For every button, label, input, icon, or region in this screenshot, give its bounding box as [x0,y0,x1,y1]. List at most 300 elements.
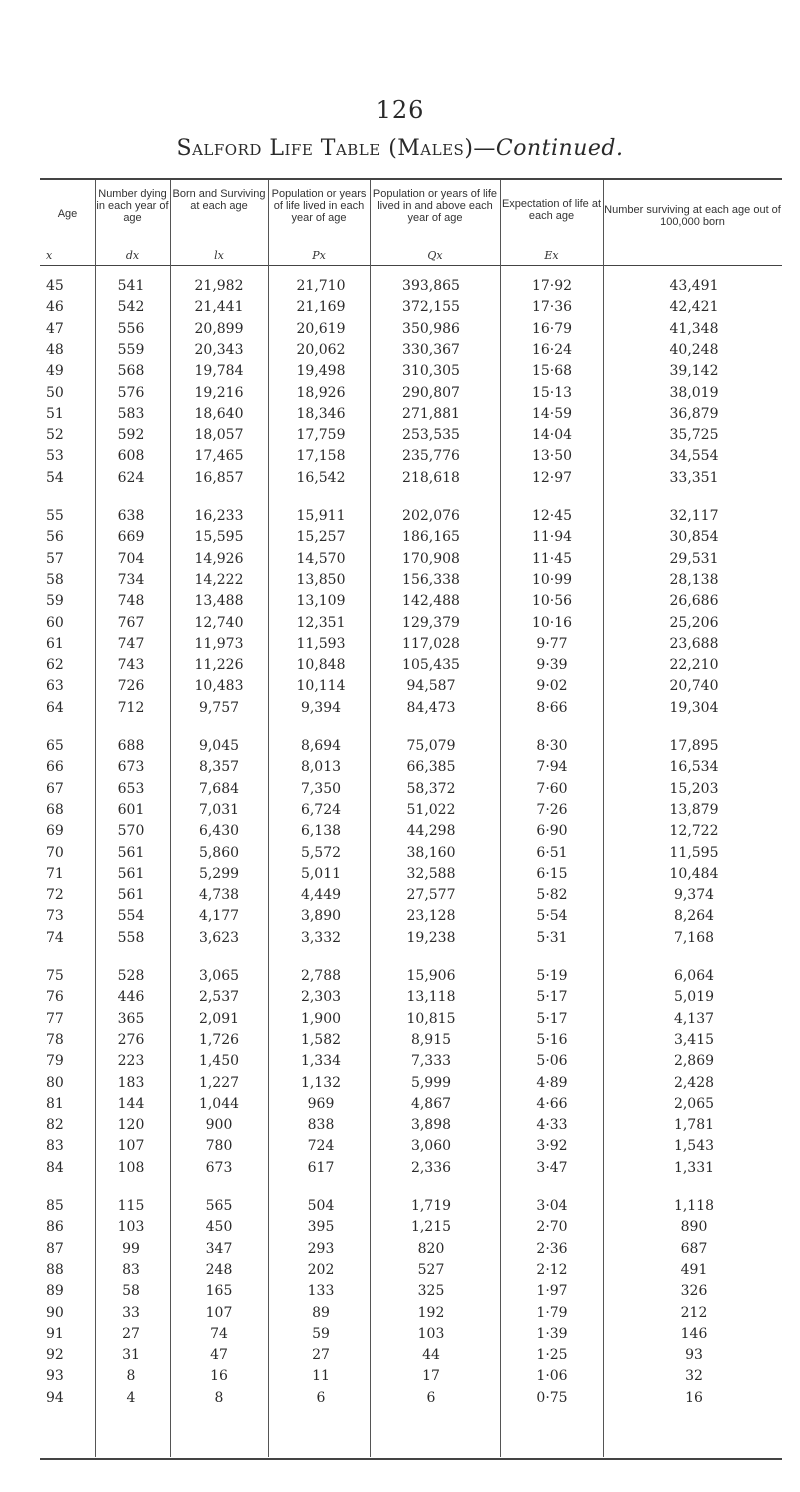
column-divider [170,180,171,1457]
cell-population-qx: 44,298 [406,823,456,840]
cell-population-qx: 218,618 [402,469,460,486]
cell-population-qx: 8,915 [410,1031,452,1048]
cell-survivors-per-100000: 212 [680,1304,708,1321]
cell-survivors-per-100000: 16 [685,1389,703,1406]
cell-age: 65 [46,738,64,754]
cell-deaths: 144 [117,1095,145,1112]
cell-population-qx: 75,079 [406,738,456,754]
cell-population-px: 1,582 [300,1031,342,1048]
cell-age: 49 [46,363,64,380]
cell-age: 46 [46,299,64,316]
cell-survivors-lx: 248 [205,1261,233,1278]
column-header-label: Population or years of life lived in and above each year of age [372,188,498,224]
cell-survivors-lx: 6,430 [198,823,240,840]
cell-deaths: 276 [117,1031,145,1048]
cell-population-px: 20,619 [296,320,346,337]
cell-population-qx: 105,435 [402,657,460,674]
cell-population-qx: 325 [417,1283,445,1300]
cell-population-px: 3,332 [300,929,342,946]
cell-expectation: 3·47 [536,1159,568,1176]
cell-survivors-per-100000: 23,688 [669,635,719,652]
cell-deaths: 747 [117,635,145,652]
cell-age: 57 [46,550,64,567]
cell-age: 66 [46,759,64,776]
cell-age: 70 [46,844,64,861]
cell-population-qx: 372,155 [402,299,460,316]
cell-population-qx: 94,587 [406,678,456,695]
cell-survivors-lx: 14,926 [194,550,244,567]
cell-population-px: 293 [307,1240,335,1257]
cell-population-px: 11 [312,1368,330,1385]
column-divider [500,180,501,1457]
cell-survivors-lx: 19,784 [194,363,244,380]
cell-survivors-per-100000: 146 [680,1325,708,1342]
cell-expectation: 16·79 [531,320,573,337]
cell-expectation: 8·66 [536,699,568,716]
cell-population-qx: 38,160 [406,844,456,861]
cell-survivors-per-100000: 28,138 [669,571,719,588]
cell-age: 94 [46,1389,64,1406]
cell-survivors-per-100000: 32,117 [669,508,719,524]
cell-population-qx: 10,815 [406,1010,456,1027]
cell-survivors-per-100000: 93 [685,1347,703,1364]
cell-age: 88 [46,1261,64,1278]
cell-age: 52 [46,427,64,444]
cell-deaths: 58 [122,1283,140,1300]
cell-deaths: 561 [117,887,145,904]
cell-age: 55 [46,508,64,524]
cell-age: 81 [46,1095,64,1112]
cell-population-px: 11,593 [296,635,346,652]
cell-expectation: 7·60 [536,780,568,797]
cell-deaths: 561 [117,865,145,882]
cell-deaths: 638 [117,508,145,524]
column-symbol: x [46,249,53,262]
cell-survivors-lx: 18,640 [194,405,244,422]
cell-age: 74 [46,929,64,946]
header-rule [40,265,782,266]
cell-survivors-lx: 9,045 [198,738,240,754]
cell-survivors-per-100000: 38,019 [669,384,719,401]
cell-deaths: 528 [117,968,145,984]
cell-survivors-per-100000: 4,137 [673,1010,715,1027]
cell-expectation: 5·06 [536,1053,568,1070]
cell-deaths: 624 [117,469,145,486]
column-header-age [40,182,95,264]
cell-expectation: 2·36 [536,1240,568,1257]
cell-population-qx: 142,488 [402,593,460,610]
cell-deaths: 726 [117,678,145,695]
cell-expectation: 12·45 [531,508,573,524]
cell-survivors-lx: 8,357 [198,759,240,776]
cell-population-qx: 66,385 [406,759,456,776]
cell-expectation: 1·79 [536,1304,568,1321]
cell-survivors-per-100000: 22,210 [669,657,719,674]
cell-expectation: 9·77 [536,635,568,652]
cell-population-qx: 103 [417,1325,445,1342]
cell-population-px: 9,394 [300,699,342,716]
cell-population-qx: 7,333 [410,1053,452,1070]
cell-expectation: 12·97 [531,469,573,486]
cell-age: 64 [46,699,64,716]
cell-expectation: 1·97 [536,1283,568,1300]
cell-population-px: 838 [307,1117,335,1134]
cell-population-px: 27 [312,1347,330,1364]
column-header-label: Population or years of life lived in each year of age [271,188,367,224]
cell-survivors-lx: 4,177 [198,908,240,925]
cell-survivors-lx: 4,738 [198,887,240,904]
cell-survivors-per-100000: 9,374 [673,887,715,904]
cell-deaths: 592 [117,427,145,444]
cell-survivors-lx: 673 [205,1159,233,1176]
cell-expectation: 9·02 [536,678,568,695]
cell-population-px: 5,572 [300,844,342,861]
cell-age: 56 [46,529,64,546]
cell-population-px: 1,334 [300,1053,342,1070]
cell-deaths: 767 [117,614,145,631]
cell-survivors-lx: 1,450 [198,1053,240,1070]
cell-survivors-per-100000: 36,879 [669,405,719,422]
cell-survivors-per-100000: 30,854 [669,529,719,546]
cell-population-qx: 117,028 [402,635,460,652]
cell-survivors-lx: 18,057 [194,427,244,444]
cell-age: 53 [46,448,64,465]
column-header-surv [603,182,782,264]
cell-age: 71 [46,865,64,882]
cell-age: 60 [46,614,64,631]
cell-survivors-per-100000: 43,491 [669,278,719,294]
cell-age: 47 [46,320,64,337]
cell-survivors-lx: 1,227 [198,1074,240,1091]
cell-survivors-per-100000: 12,722 [669,823,719,840]
cell-age: 54 [46,469,64,486]
cell-survivors-per-100000: 16,534 [669,759,719,776]
bottom-rule [40,1458,782,1460]
cell-survivors-per-100000: 26,686 [669,593,719,610]
cell-age: 69 [46,823,64,840]
cell-age: 58 [46,571,64,588]
cell-age: 45 [46,278,64,294]
cell-population-qx: 170,908 [402,550,460,567]
cell-age: 92 [46,1347,64,1364]
cell-age: 91 [46,1325,64,1342]
cell-survivors-lx: 565 [205,1198,233,1214]
cell-survivors-per-100000: 29,531 [669,550,719,567]
title-main: Salford Life Table (Males)— [176,136,496,161]
cell-expectation: 10·99 [531,571,573,588]
cell-expectation: 6·15 [536,865,568,882]
cell-survivors-lx: 14,222 [194,571,244,588]
cell-deaths: 31 [122,1347,140,1364]
cell-population-qx: 5,999 [410,1074,452,1091]
column-header-ex [500,182,603,264]
cell-age: 89 [46,1283,64,1300]
cell-population-qx: 13,118 [406,989,456,1006]
cell-deaths: 83 [122,1261,140,1278]
cell-survivors-lx: 13,488 [194,593,244,610]
cell-expectation: 6·51 [536,844,568,861]
cell-population-px: 21,169 [296,299,346,316]
cell-expectation: 4·33 [536,1117,568,1134]
cell-survivors-per-100000: 35,725 [669,427,719,444]
cell-survivors-per-100000: 39,142 [669,363,719,380]
cell-population-qx: 19,238 [406,929,456,946]
cell-survivors-lx: 21,441 [194,299,244,316]
cell-population-px: 13,850 [296,571,346,588]
cell-population-px: 14,570 [296,550,346,567]
cell-expectation: 2·12 [536,1261,568,1278]
cell-deaths: 743 [117,657,145,674]
cell-survivors-lx: 20,899 [194,320,244,337]
cell-survivors-lx: 21,982 [194,278,244,294]
cell-population-qx: 3,898 [410,1117,452,1134]
column-divider [603,180,604,1457]
cell-population-px: 1,900 [300,1010,342,1027]
cell-expectation: 17·92 [531,278,573,294]
cell-deaths: 669 [117,529,145,546]
column-header-label: Expectation of life at each age [501,198,602,222]
cell-population-qx: 310,305 [402,363,460,380]
cell-population-px: 2,303 [300,989,342,1006]
cell-survivors-lx: 20,343 [194,341,244,358]
cell-population-px: 504 [307,1198,335,1214]
cell-population-qx: 6 [426,1389,436,1406]
cell-population-qx: 271,881 [402,405,460,422]
cell-expectation: 17·36 [531,299,573,316]
cell-deaths: 223 [117,1053,145,1070]
cell-survivors-lx: 5,860 [198,844,240,861]
cell-age: 85 [46,1198,64,1214]
column-divider [370,180,371,1457]
cell-survivors-lx: 17,465 [194,448,244,465]
cell-population-qx: 27,577 [406,887,456,904]
column-header-dx [95,182,170,264]
cell-population-px: 7,350 [300,780,342,797]
cell-population-qx: 1,719 [410,1198,452,1214]
cell-deaths: 103 [117,1219,145,1236]
column-header-px [268,182,370,264]
cell-age: 63 [46,678,64,695]
cell-population-px: 10,848 [296,657,346,674]
cell-expectation: 4·89 [536,1074,568,1091]
cell-expectation: 4·66 [536,1095,568,1112]
cell-survivors-per-100000: 40,248 [669,341,719,358]
cell-population-qx: 192 [417,1304,445,1321]
cell-deaths: 446 [117,989,145,1006]
cell-survivors-lx: 347 [205,1240,233,1257]
cell-age: 51 [46,405,64,422]
cell-expectation: 5·54 [536,908,568,925]
cell-population-px: 12,351 [296,614,346,631]
cell-population-px: 17,759 [296,427,346,444]
cell-deaths: 561 [117,844,145,861]
cell-survivors-lx: 74 [210,1325,228,1342]
column-symbol: Px [312,249,326,262]
cell-survivors-lx: 16 [210,1368,228,1385]
cell-population-qx: 527 [417,1261,445,1278]
cell-age: 93 [46,1368,64,1385]
cell-population-px: 969 [307,1095,335,1112]
cell-deaths: 33 [122,1304,140,1321]
cell-population-px: 2,788 [300,968,342,984]
cell-expectation: 5·16 [536,1031,568,1048]
cell-age: 86 [46,1219,64,1236]
cell-population-px: 4,449 [300,887,342,904]
column-divider [95,180,96,1457]
cell-deaths: 541 [117,278,145,294]
cell-population-qx: 290,807 [402,384,460,401]
cell-population-px: 59 [312,1325,330,1342]
cell-population-qx: 350,986 [402,320,460,337]
cell-age: 59 [46,593,64,610]
cell-survivors-lx: 780 [205,1138,233,1155]
cell-age: 62 [46,657,64,674]
cell-population-px: 19,498 [296,363,346,380]
cell-deaths: 554 [117,908,145,925]
cell-survivors-per-100000: 34,554 [669,448,719,465]
cell-population-qx: 58,372 [406,780,456,797]
cell-survivors-per-100000: 41,348 [669,320,719,337]
cell-expectation: 11·94 [531,529,573,546]
cell-population-px: 6,138 [300,823,342,840]
cell-survivors-per-100000: 326 [680,1283,708,1300]
cell-expectation: 8·30 [536,738,568,754]
cell-age: 48 [46,341,64,358]
cell-deaths: 107 [117,1138,145,1155]
cell-deaths: 568 [117,363,145,380]
cell-population-px: 20,062 [296,341,346,358]
cell-survivors-lx: 8 [214,1389,224,1406]
cell-population-qx: 15,906 [406,968,456,984]
cell-population-qx: 32,588 [406,865,456,882]
cell-survivors-per-100000: 7,168 [673,929,715,946]
cell-survivors-lx: 16,233 [194,508,244,524]
cell-population-px: 16,542 [296,469,346,486]
cell-expectation: 5·31 [536,929,568,946]
cell-age: 75 [46,968,64,984]
cell-expectation: 1·25 [536,1347,568,1364]
cell-expectation: 5·19 [536,968,568,984]
cell-population-px: 15,911 [296,508,346,524]
cell-survivors-per-100000: 10,484 [669,865,719,882]
cell-survivors-lx: 1,044 [198,1095,240,1112]
cell-population-qx: 129,379 [402,614,460,631]
cell-deaths: 583 [117,405,145,422]
cell-survivors-per-100000: 13,879 [669,801,719,818]
column-symbol: Ex [544,249,559,262]
cell-survivors-lx: 16,857 [194,469,244,486]
cell-age: 73 [46,908,64,925]
cell-deaths: 734 [117,571,145,588]
cell-expectation: 15·13 [531,384,573,401]
cell-population-qx: 330,367 [402,341,460,358]
cell-survivors-lx: 3,623 [198,929,240,946]
cell-deaths: 653 [117,780,145,797]
cell-expectation: 14·59 [531,405,573,422]
cell-deaths: 8 [126,1368,136,1385]
cell-survivors-per-100000: 25,206 [669,614,719,631]
cell-age: 72 [46,887,64,904]
cell-expectation: 1·39 [536,1325,568,1342]
cell-population-qx: 253,535 [402,427,460,444]
cell-survivors-lx: 47 [210,1347,228,1364]
cell-survivors-lx: 5,299 [198,865,240,882]
cell-population-qx: 202,076 [402,508,460,524]
top-rule [40,178,782,180]
cell-survivors-lx: 165 [205,1283,233,1300]
cell-survivors-lx: 7,684 [198,780,240,797]
cell-population-qx: 17 [422,1368,440,1385]
cell-population-px: 18,346 [296,405,346,422]
cell-population-qx: 2,336 [410,1159,452,1176]
cell-population-px: 6 [316,1389,326,1406]
cell-expectation: 10·16 [531,614,573,631]
cell-survivors-per-100000: 17,895 [669,738,719,754]
cell-population-px: 18,926 [296,384,346,401]
cell-survivors-lx: 450 [205,1219,233,1236]
cell-deaths: 704 [117,550,145,567]
cell-deaths: 183 [117,1074,145,1091]
cell-expectation: 15·68 [531,363,573,380]
cell-population-px: 6,724 [300,801,342,818]
cell-expectation: 5·17 [536,1010,568,1027]
cell-survivors-per-100000: 20,740 [669,678,719,695]
cell-survivors-per-100000: 890 [680,1219,708,1236]
cell-survivors-lx: 11,973 [194,635,244,652]
cell-population-px: 1,132 [300,1074,342,1091]
cell-survivors-per-100000: 1,118 [673,1198,715,1214]
cell-age: 90 [46,1304,64,1321]
cell-expectation: 2·70 [536,1219,568,1236]
cell-population-px: 8,694 [300,738,342,754]
cell-population-qx: 51,022 [406,801,456,818]
cell-expectation: 7·94 [536,759,568,776]
cell-deaths: 4 [126,1389,136,1406]
cell-survivors-lx: 107 [205,1304,233,1321]
cell-population-qx: 393,865 [402,278,460,294]
cell-survivors-per-100000: 1,781 [673,1117,715,1134]
cell-expectation: 7·26 [536,801,568,818]
cell-survivors-per-100000: 42,421 [669,299,719,316]
cell-survivors-per-100000: 2,428 [673,1074,715,1091]
cell-deaths: 570 [117,823,145,840]
column-header-label: Age [57,208,78,220]
cell-population-px: 617 [307,1159,335,1176]
cell-age: 84 [46,1159,64,1176]
cell-survivors-per-100000: 11,595 [669,844,719,861]
cell-population-qx: 3,060 [410,1138,452,1155]
cell-population-qx: 156,338 [402,571,460,588]
cell-population-qx: 4,867 [410,1095,452,1112]
cell-population-qx: 23,128 [406,908,456,925]
cell-expectation: 10·56 [531,593,573,610]
cell-population-px: 133 [307,1283,335,1300]
cell-population-px: 8,013 [300,759,342,776]
cell-survivors-lx: 7,031 [198,801,240,818]
cell-population-qx: 44 [422,1347,440,1364]
cell-expectation: 1·06 [536,1368,568,1385]
cell-deaths: 542 [117,299,145,316]
cell-deaths: 27 [122,1325,140,1342]
cell-survivors-lx: 2,091 [198,1010,240,1027]
cell-population-qx: 186,165 [402,529,460,546]
cell-age: 68 [46,801,64,818]
cell-expectation: 5·17 [536,989,568,1006]
cell-population-px: 17,158 [296,448,346,465]
cell-age: 76 [46,989,64,1006]
column-header-label: Number dying in each year of age [96,188,169,224]
cell-population-px: 21,710 [296,278,346,294]
